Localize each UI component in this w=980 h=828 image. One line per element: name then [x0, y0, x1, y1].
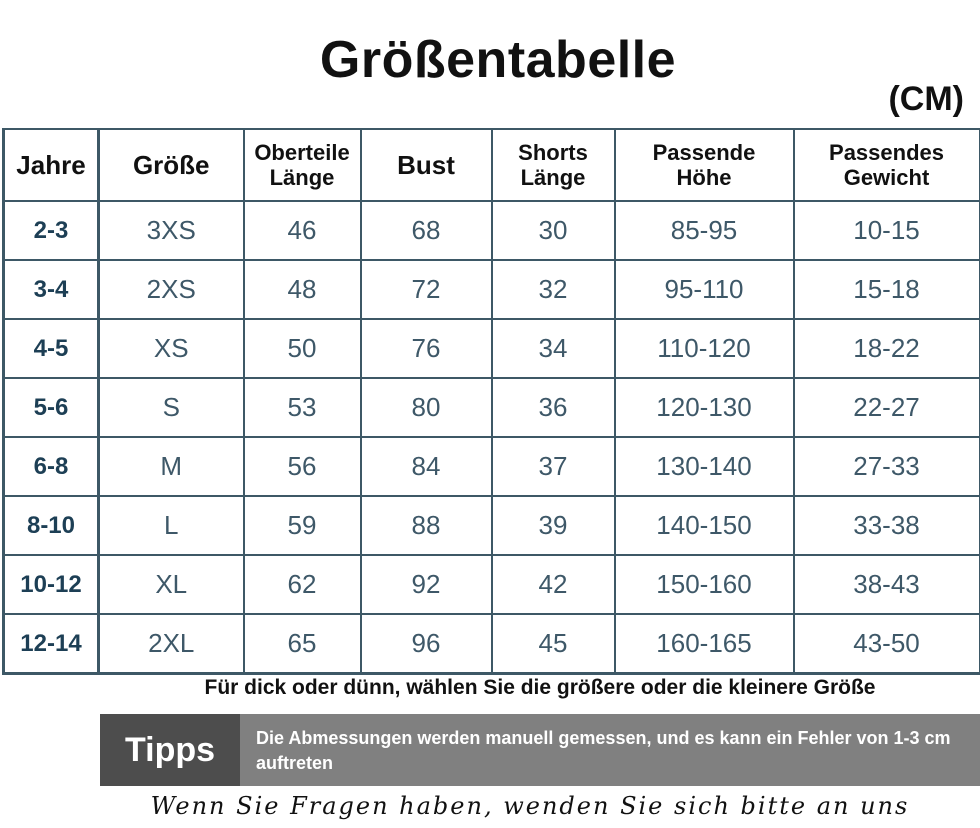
cell-oberteile-laenge: 53: [244, 378, 361, 437]
table-row: [4, 437, 980, 496]
cell-oberteile-laenge: 56: [244, 437, 361, 496]
cell-bust: 76: [361, 319, 492, 378]
table-row: [4, 260, 980, 319]
cell-oberteile-laenge: 50: [244, 319, 361, 378]
page-title: Größentabelle: [319, 31, 677, 89]
cell-shorts-laenge: 32: [492, 260, 615, 319]
tips-bar: [100, 714, 980, 786]
header-passende-hoehe: [615, 129, 794, 201]
cell-jahre: 12-14: [4, 614, 99, 674]
size-table: [2, 128, 980, 675]
cell-shorts-laenge: 45: [492, 614, 615, 674]
table-row: [4, 319, 980, 378]
unit-label: (CM): [888, 80, 964, 118]
cell-bust: 88: [361, 496, 492, 555]
cell-bust: 92: [361, 555, 492, 614]
table-row: [4, 496, 980, 555]
cell-groesse: S: [99, 378, 244, 437]
cell-bust: 72: [361, 260, 492, 319]
header-line: Oberteile: [254, 140, 350, 165]
header-shorts-laenge: [492, 129, 615, 201]
header-line: Passende: [652, 140, 756, 165]
tips-text: Die Abmessungen werden manuell gemessen, und es kann ein Fehler von 1-3 cm auftreten: [256, 728, 951, 773]
cell-passendes-gewicht: 27-33: [794, 437, 980, 496]
header-line: Passendes: [829, 140, 944, 165]
cell-bust: 84: [361, 437, 492, 496]
cell-passende-hoehe: 160-165: [615, 614, 794, 674]
cell-shorts-laenge: 37: [492, 437, 615, 496]
header-line: Höhe: [676, 165, 732, 190]
table-row: [4, 378, 980, 437]
cell-oberteile-laenge: 62: [244, 555, 361, 614]
header-line: Länge: [269, 165, 335, 190]
cell-bust: 68: [361, 201, 492, 260]
cell-groesse: M: [99, 437, 244, 496]
cell-passende-hoehe: 130-140: [615, 437, 794, 496]
cell-passendes-gewicht: 38-43: [794, 555, 980, 614]
table-row: [4, 201, 980, 260]
cell-shorts-laenge: 39: [492, 496, 615, 555]
cell-groesse: XS: [99, 319, 244, 378]
cell-jahre: 8-10: [4, 496, 99, 555]
cell-oberteile-laenge: 59: [244, 496, 361, 555]
cell-jahre: 2-3: [4, 201, 99, 260]
cell-passende-hoehe: 120-130: [615, 378, 794, 437]
cell-passende-hoehe: 150-160: [615, 555, 794, 614]
cell-passendes-gewicht: 33-38: [794, 496, 980, 555]
cell-shorts-laenge: 30: [492, 201, 615, 260]
cell-oberteile-laenge: 65: [244, 614, 361, 674]
cell-passende-hoehe: 110-120: [615, 319, 794, 378]
cell-oberteile-laenge: 46: [244, 201, 361, 260]
cell-passende-hoehe: 85-95: [615, 201, 794, 260]
table-header-row: [4, 129, 980, 201]
cell-groesse: L: [99, 496, 244, 555]
header-bust-label: Bust: [397, 149, 455, 180]
size-advice-note: Für dick oder dünn, wählen Sie die größere oder die kleinere Größe: [204, 676, 876, 699]
cell-passendes-gewicht: 43-50: [794, 614, 980, 674]
cell-jahre: 10-12: [4, 555, 99, 614]
cell-jahre: 3-4: [4, 260, 99, 319]
header-line: Länge: [520, 165, 586, 190]
cell-bust: 96: [361, 614, 492, 674]
cell-oberteile-laenge: 48: [244, 260, 361, 319]
cell-passendes-gewicht: 10-15: [794, 201, 980, 260]
cell-bust: 80: [361, 378, 492, 437]
contact-footer: Wenn Sie Fragen haben, wenden Sie sich bitte an uns: [150, 792, 910, 820]
cell-shorts-laenge: 36: [492, 378, 615, 437]
cell-groesse: 2XL: [99, 614, 244, 674]
cell-jahre: 5-6: [4, 378, 99, 437]
table-row: [4, 555, 980, 614]
header-oberteile-laenge: [244, 129, 361, 201]
cell-jahre: 4-5: [4, 319, 99, 378]
header-groesse-label: Größe: [132, 149, 210, 180]
cell-passendes-gewicht: 15-18: [794, 260, 980, 319]
cell-jahre: 6-8: [4, 437, 99, 496]
table-row: [4, 614, 980, 674]
cell-groesse: XL: [99, 555, 244, 614]
header-line: Shorts: [518, 140, 588, 165]
cell-shorts-laenge: 42: [492, 555, 615, 614]
cell-passende-hoehe: 140-150: [615, 496, 794, 555]
header-jahre: [4, 129, 99, 201]
tips-label: Tipps: [100, 714, 240, 786]
cell-passendes-gewicht: 22-27: [794, 378, 980, 437]
header-jahre-label: Jahre: [16, 149, 86, 180]
header-groesse: [99, 129, 244, 201]
header-line: Gewicht: [843, 165, 930, 190]
cell-passende-hoehe: 95-110: [615, 260, 794, 319]
cell-shorts-laenge: 34: [492, 319, 615, 378]
cell-passendes-gewicht: 18-22: [794, 319, 980, 378]
header-bust: [361, 129, 492, 201]
header-passendes-gewicht: [794, 129, 980, 201]
cell-groesse: 3XS: [99, 201, 244, 260]
cell-groesse: 2XS: [99, 260, 244, 319]
